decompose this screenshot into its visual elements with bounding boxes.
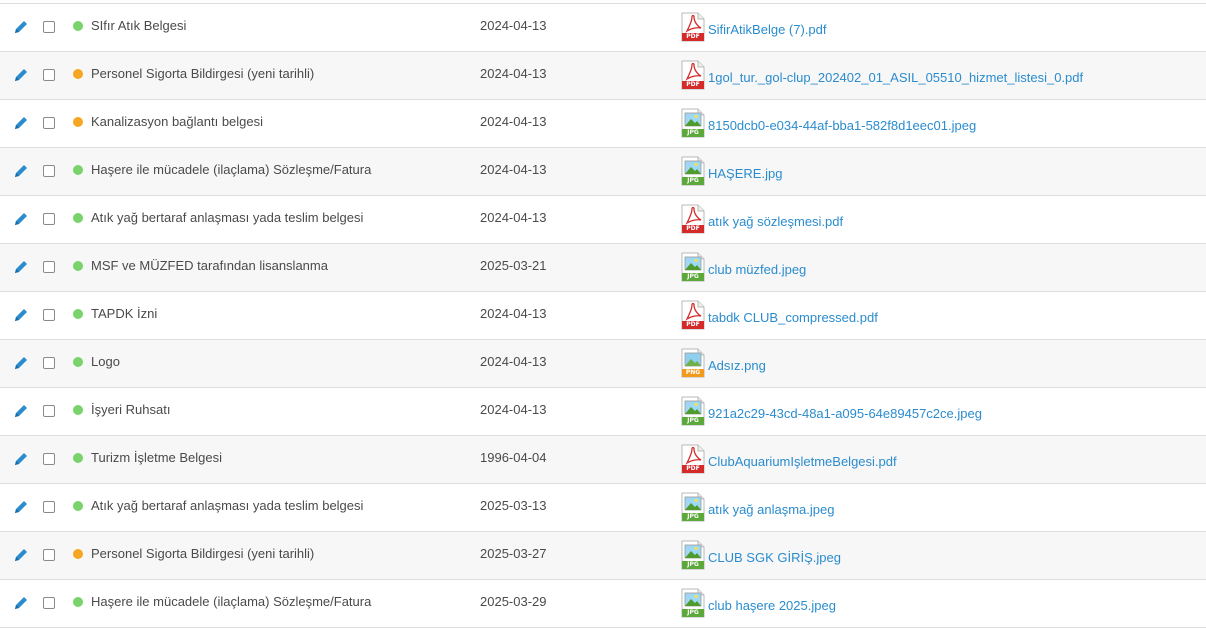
file-type-label: PDF <box>686 33 700 40</box>
file-name: Adsız.png <box>708 357 766 373</box>
status-dot <box>73 453 83 463</box>
document-date: 1996-04-04 <box>480 450 547 465</box>
pencil-icon[interactable] <box>12 306 30 324</box>
table-row <box>0 292 1206 340</box>
row-checkbox[interactable] <box>43 21 55 33</box>
table-row <box>0 388 1206 436</box>
file-name: SifirAtikBelge (7).pdf <box>708 21 827 37</box>
document-date: 2025-03-21 <box>480 258 547 273</box>
pencil-icon[interactable] <box>12 258 30 276</box>
table-row <box>0 52 1206 100</box>
pencil-icon[interactable] <box>12 546 30 564</box>
row-checkbox[interactable] <box>43 357 55 369</box>
file-link[interactable] <box>681 444 897 474</box>
file-type-label: JPG <box>687 129 699 136</box>
status-dot <box>73 117 83 127</box>
row-checkbox[interactable] <box>43 405 55 417</box>
png-icon <box>681 348 705 378</box>
row-checkbox[interactable] <box>43 213 55 225</box>
table-row <box>0 340 1206 388</box>
pdf-icon <box>681 444 705 474</box>
document-name: MSF ve MÜZFED tarafından lisanslanma <box>91 258 328 273</box>
row-checkbox[interactable] <box>43 261 55 273</box>
row-checkbox[interactable] <box>43 69 55 81</box>
pencil-icon[interactable] <box>12 66 30 84</box>
table-row <box>0 148 1206 196</box>
file-link[interactable] <box>681 492 834 522</box>
document-name: Haşere ile mücadele (ilaçlama) Sözleşme/Fatura <box>91 162 372 177</box>
file-link[interactable] <box>681 156 782 186</box>
status-dot <box>73 21 83 31</box>
file-name: club müzfed.jpeg <box>708 261 807 277</box>
row-checkbox[interactable] <box>43 117 55 129</box>
document-name: Atık yağ bertaraf anlaşması yada teslim belgesi <box>91 210 364 225</box>
document-name: Atık yağ bertaraf anlaşması yada teslim belgesi <box>91 498 364 513</box>
document-date: 2024-04-13 <box>480 354 547 369</box>
document-name: Turizm İşletme Belgesi <box>91 450 222 465</box>
pencil-icon[interactable] <box>12 354 30 372</box>
status-dot <box>73 501 83 511</box>
table-row <box>0 4 1206 52</box>
row-checkbox[interactable] <box>43 501 55 513</box>
pencil-icon[interactable] <box>12 498 30 516</box>
pencil-icon[interactable] <box>12 450 30 468</box>
status-dot <box>73 549 83 559</box>
jpg-icon <box>681 108 705 138</box>
pencil-icon[interactable] <box>12 594 30 612</box>
file-name: ClubAquariumIşletmeBelgesi.pdf <box>708 453 897 469</box>
row-checkbox[interactable] <box>43 309 55 321</box>
document-date: 2025-03-29 <box>480 594 547 609</box>
jpg-icon <box>681 588 705 618</box>
document-name: Logo <box>91 354 120 369</box>
document-name: Personel Sigorta Bildirgesi (yeni tarihli) <box>91 546 315 561</box>
file-link[interactable] <box>681 300 878 330</box>
document-name: İşyeri Ruhsatı <box>91 402 171 417</box>
file-name: CLUB SGK GİRİŞ.jpeg <box>708 549 841 565</box>
file-name: atık yağ sözleşmesi.pdf <box>708 213 844 229</box>
file-link[interactable] <box>681 540 841 570</box>
document-date: 2024-04-13 <box>480 66 547 81</box>
document-date: 2025-03-27 <box>480 546 547 561</box>
file-name: 8150dcb0-e034-44af-bba1-582f8d1eec01.jpeg <box>708 117 977 133</box>
file-name: atık yağ anlaşma.jpeg <box>708 501 835 517</box>
file-type-label: PDF <box>686 225 700 232</box>
row-checkbox[interactable] <box>43 549 55 561</box>
jpg-icon <box>681 156 705 186</box>
pencil-icon[interactable] <box>12 210 30 228</box>
file-type-label: JPG <box>687 417 699 424</box>
document-name: SIfır Atık Belgesi <box>91 18 187 33</box>
file-link[interactable] <box>681 348 766 378</box>
status-dot <box>73 597 83 607</box>
pencil-icon[interactable] <box>12 162 30 180</box>
pdf-icon <box>681 60 705 90</box>
document-date: 2024-04-13 <box>480 306 547 321</box>
file-type-label: JPG <box>687 561 699 568</box>
table-row <box>0 100 1206 148</box>
document-date: 2024-04-13 <box>480 18 547 33</box>
jpg-icon <box>681 396 705 426</box>
document-date: 2024-04-13 <box>480 210 547 225</box>
jpg-icon <box>681 540 705 570</box>
file-name: club haşere 2025.jpeg <box>708 597 836 613</box>
file-type-label: JPG <box>687 273 699 280</box>
status-dot <box>73 309 83 319</box>
file-link[interactable] <box>681 60 1083 90</box>
document-name: Haşere ile mücadele (ilaçlama) Sözleşme/Fatura <box>91 594 372 609</box>
table-row <box>0 532 1206 580</box>
row-checkbox[interactable] <box>43 165 55 177</box>
table-row <box>0 244 1206 292</box>
document-name: Kanalizasyon bağlantı belgesi <box>91 114 264 129</box>
status-dot <box>73 165 83 175</box>
pdf-icon <box>681 300 705 330</box>
file-name: HAŞERE.jpg <box>708 165 783 181</box>
row-checkbox[interactable] <box>43 597 55 609</box>
file-link[interactable] <box>681 12 827 42</box>
document-date: 2024-04-13 <box>480 162 547 177</box>
pdf-icon <box>681 12 705 42</box>
file-type-label: PNG <box>685 369 701 376</box>
file-type-label: PDF <box>686 321 700 328</box>
pdf-icon <box>681 204 705 234</box>
document-date: 2024-04-13 <box>480 114 547 129</box>
file-name: tabdk CLUB_compressed.pdf <box>708 309 878 325</box>
pencil-icon[interactable] <box>12 402 30 420</box>
table-row <box>0 196 1206 244</box>
status-dot <box>73 261 83 271</box>
table-row <box>0 580 1206 628</box>
file-type-label: JPG <box>687 513 699 520</box>
file-link[interactable] <box>681 204 843 234</box>
file-link[interactable] <box>681 588 836 618</box>
file-name: 1gol_tur._gol-clup_202402_01_ASIL_05510_hizmet_listesi_0.pdf <box>708 69 1084 85</box>
pencil-icon[interactable] <box>12 114 30 132</box>
pencil-icon[interactable] <box>12 18 30 36</box>
file-link[interactable] <box>681 252 806 282</box>
file-type-label: JPG <box>687 177 699 184</box>
jpg-icon <box>681 252 705 282</box>
document-name: Personel Sigorta Bildirgesi (yeni tarihli) <box>91 66 315 81</box>
file-type-label: JPG <box>687 609 699 616</box>
table-row <box>0 436 1206 484</box>
table-row <box>0 484 1206 532</box>
row-checkbox[interactable] <box>43 453 55 465</box>
document-date: 2024-04-13 <box>480 402 547 417</box>
status-dot <box>73 405 83 415</box>
file-link[interactable] <box>681 396 982 426</box>
document-date: 2025-03-13 <box>480 498 547 513</box>
jpg-icon <box>681 492 705 522</box>
status-dot <box>73 69 83 79</box>
file-type-label: PDF <box>686 81 700 88</box>
file-type-label: PDF <box>686 465 700 472</box>
status-dot <box>73 213 83 223</box>
status-dot <box>73 357 83 367</box>
file-link[interactable] <box>681 108 976 138</box>
document-name: TAPDK İzni <box>91 306 158 321</box>
file-name: 921a2c29-43cd-48a1-a095-64e89457c2ce.jpeg <box>708 405 982 421</box>
